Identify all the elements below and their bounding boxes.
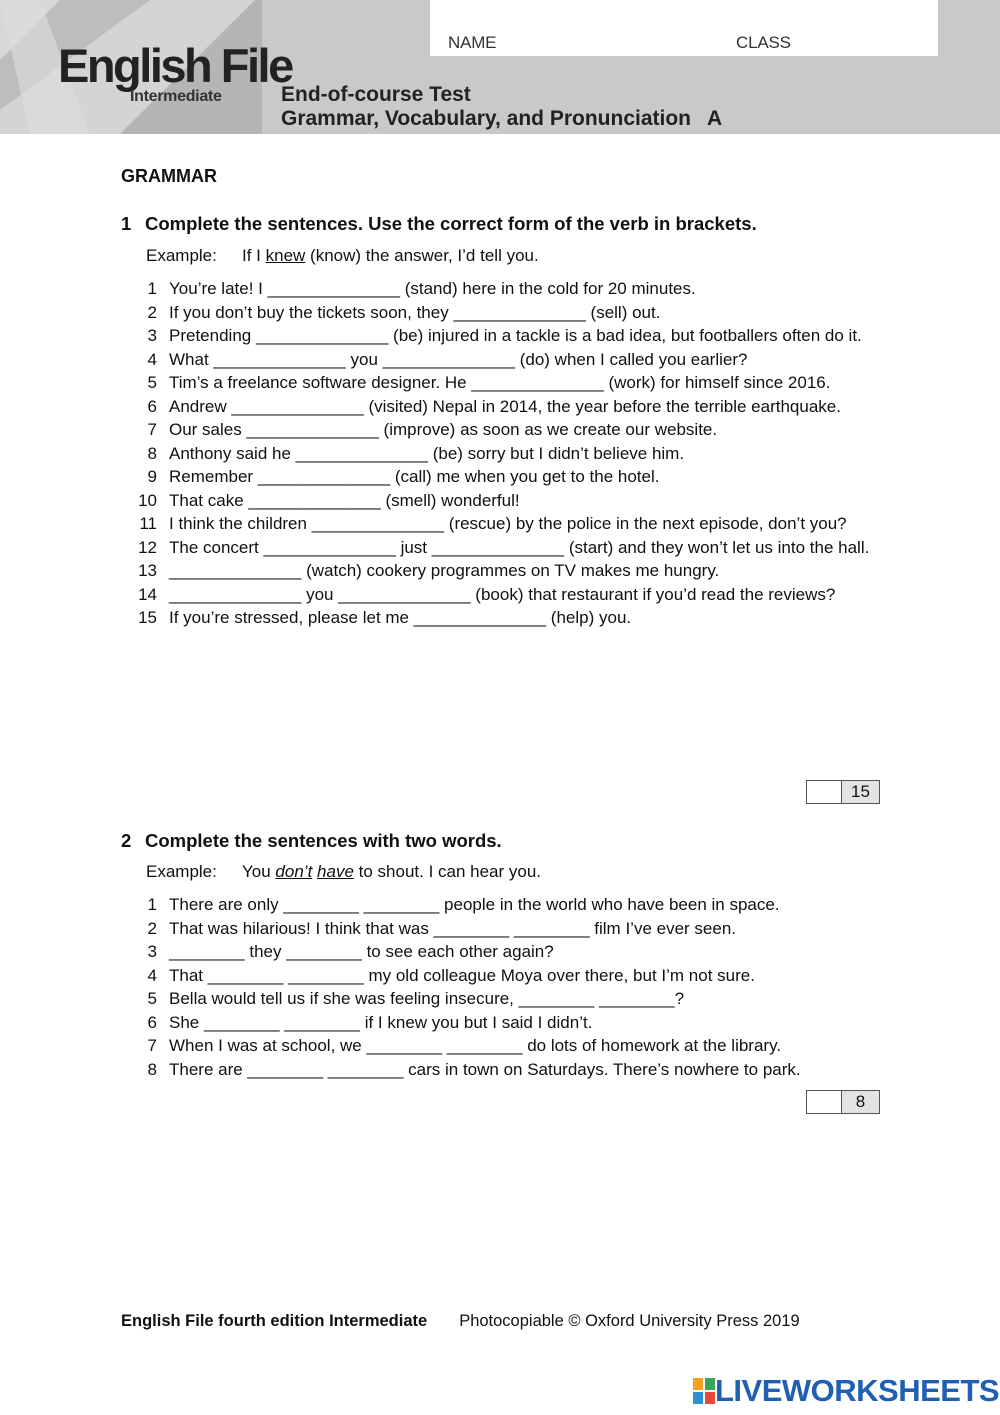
exercise-2-number: 2 — [121, 830, 132, 851]
question-text[interactable]: That ________ ________ my old colleague Moya over there, but I’m not sure. — [169, 965, 755, 985]
exercise-1-heading — [121, 213, 757, 235]
page-footer — [121, 1312, 800, 1331]
question-text[interactable]: ________ they ________ to see each other again? — [169, 942, 554, 961]
question-text[interactable]: ______________ (watch) cookery programmes on TV makes me hungry. — [169, 561, 720, 580]
question-item — [121, 418, 891, 442]
liveworksheets-logo[interactable] — [693, 1373, 999, 1409]
question-item — [121, 964, 891, 988]
question-item — [121, 324, 891, 348]
question-text[interactable]: ______________ you ______________ (book) that restaurant if you’d read the reviews? — [169, 584, 836, 604]
question-item — [121, 348, 891, 372]
page-header — [0, 0, 1000, 134]
question-item — [121, 917, 891, 941]
example-answer: knew — [265, 246, 306, 265]
score-total: 8 — [842, 1091, 879, 1113]
question-number: 7 — [147, 420, 157, 439]
question-item — [121, 465, 891, 489]
question-text[interactable]: Pretending ______________ (be) injured in a tackle is a bad idea, but footballers often do it. — [169, 326, 862, 345]
question-item — [121, 512, 891, 536]
question-item — [121, 940, 891, 964]
exercise-1-list — [121, 277, 891, 630]
logo-title: English File — [58, 39, 292, 92]
question-number: 1 — [147, 279, 157, 298]
question-text[interactable]: She ________ ________ if I knew you but I said I didn’t. — [169, 1012, 593, 1032]
example-label: Example: — [146, 246, 217, 265]
question-number: 6 — [147, 396, 157, 416]
question-number: 8 — [147, 1059, 157, 1079]
question-number: 1 — [147, 895, 157, 914]
name-class-box — [430, 0, 938, 56]
question-text[interactable]: That was hilarious! I think that was ________ ________ film I’ve ever seen. — [169, 918, 737, 938]
question-text[interactable]: When I was at school, we ________ ________ do lots of homework at the library. — [169, 1036, 782, 1055]
question-text[interactable]: If you don’t buy the tickets soon, they ______________ (sell) out. — [169, 302, 661, 322]
question-number: 5 — [147, 373, 157, 392]
exercise-1-score-box — [806, 780, 880, 804]
score-total: 15 — [842, 781, 879, 803]
exercise-1-instruction: Complete the sentences. Use the correct form of the verb in brackets. — [145, 213, 757, 234]
question-text[interactable]: Remember ______________ (call) me when you get to the hotel. — [169, 467, 660, 486]
question-number: 6 — [147, 1012, 157, 1032]
liveworksheets-icon — [693, 1378, 715, 1404]
question-item — [121, 371, 891, 395]
logo-subtitle: Intermediate — [130, 88, 222, 105]
question-text[interactable]: There are only ________ ________ people in the world who have been in space. — [169, 895, 780, 914]
question-number: 3 — [147, 326, 157, 345]
question-item — [121, 583, 891, 607]
score-blank[interactable] — [807, 781, 842, 803]
question-item — [121, 1011, 891, 1035]
question-item — [121, 395, 891, 419]
question-item — [121, 301, 891, 325]
question-item — [121, 559, 891, 583]
question-text[interactable]: I think the children ______________ (rescue) by the police in the next episode, don’t you? — [169, 514, 847, 533]
question-text[interactable]: Bella would tell us if she was feeling insecure, ________ ________? — [169, 989, 685, 1008]
question-text[interactable]: You’re late! I ______________ (stand) here in the cold for 20 minutes. — [169, 279, 696, 298]
name-label: NAME — [448, 33, 497, 52]
question-text[interactable]: Tim’s a freelance software designer. He ______________ (work) for himself since 2016. — [169, 373, 831, 392]
question-item — [121, 277, 891, 301]
test-subtitle: Grammar, Vocabulary, and Pronunciation — [281, 107, 691, 130]
test-title-block — [281, 83, 722, 131]
section-title: GRAMMAR — [121, 166, 217, 186]
question-text[interactable]: Andrew ______________ (visited) Nepal in 2014, the year before the terrible earthquake. — [169, 396, 841, 416]
example-label: Example: — [146, 862, 217, 881]
question-number: 4 — [147, 965, 157, 985]
exercise-2-example: Example: You don’t have to shout. I can hear you. — [146, 862, 542, 881]
question-item — [121, 1034, 891, 1058]
score-blank[interactable] — [807, 1091, 842, 1113]
footer-edition: English File fourth edition Intermediate — [121, 1312, 428, 1330]
question-item — [121, 536, 891, 560]
class-label: CLASS — [736, 33, 791, 52]
question-number: 13 — [138, 561, 157, 580]
question-text[interactable]: Anthony said he ______________ (be) sorry but I didn’t believe him. — [169, 443, 685, 463]
question-item — [121, 489, 891, 513]
question-text[interactable]: Our sales ______________ (improve) as soon as we create our website. — [169, 420, 718, 439]
question-number: 5 — [147, 989, 157, 1008]
question-number: 7 — [147, 1036, 157, 1055]
question-text[interactable]: If you’re stressed, please let me ______________ (help) you. — [169, 608, 632, 627]
test-variant: A — [707, 107, 723, 130]
question-number: 8 — [147, 443, 157, 463]
question-item — [121, 606, 891, 630]
question-text[interactable]: There are ________ ________ cars in town on Saturdays. There’s nowhere to park. — [169, 1059, 801, 1079]
exercise-2-list — [121, 893, 891, 1081]
question-number: 11 — [139, 514, 157, 533]
footer-copyright: Photocopiable © Oxford University Press 2019 — [459, 1312, 800, 1330]
liveworksheets-wordmark: LIVEWORKSHEETS — [715, 1373, 1000, 1408]
question-number: 12 — [138, 537, 157, 557]
question-text[interactable]: The concert ______________ just ______________ (start) and they won’t let us into the hall. — [169, 537, 870, 557]
question-text[interactable]: What ______________ you ______________ (do) when I called you earlier? — [169, 349, 748, 369]
question-item — [121, 1058, 891, 1082]
exercise-2-heading — [121, 830, 502, 852]
example-answer-2: have — [317, 862, 354, 881]
question-number: 2 — [147, 302, 157, 322]
exercise-1-number: 1 — [121, 213, 132, 234]
test-title: End-of-course Test — [281, 83, 471, 106]
question-number: 10 — [138, 490, 157, 510]
exercise-2-instruction: Complete the sentences with two words. — [145, 830, 502, 851]
question-number: 3 — [147, 942, 157, 961]
question-number: 2 — [147, 918, 157, 938]
question-number: 14 — [138, 584, 157, 604]
question-item — [121, 442, 891, 466]
question-item — [121, 987, 891, 1011]
exercise-1-example: Example: If I knew (know) the answer, I’d tell you. — [146, 246, 539, 265]
question-number: 15 — [138, 608, 157, 627]
question-item — [121, 893, 891, 917]
example-answer-1: don’t — [275, 862, 313, 881]
question-text[interactable]: That cake ______________ (smell) wonderful! — [169, 490, 520, 510]
exercise-2-score-box — [806, 1090, 880, 1114]
question-number: 9 — [147, 467, 157, 486]
question-number: 4 — [147, 349, 157, 369]
